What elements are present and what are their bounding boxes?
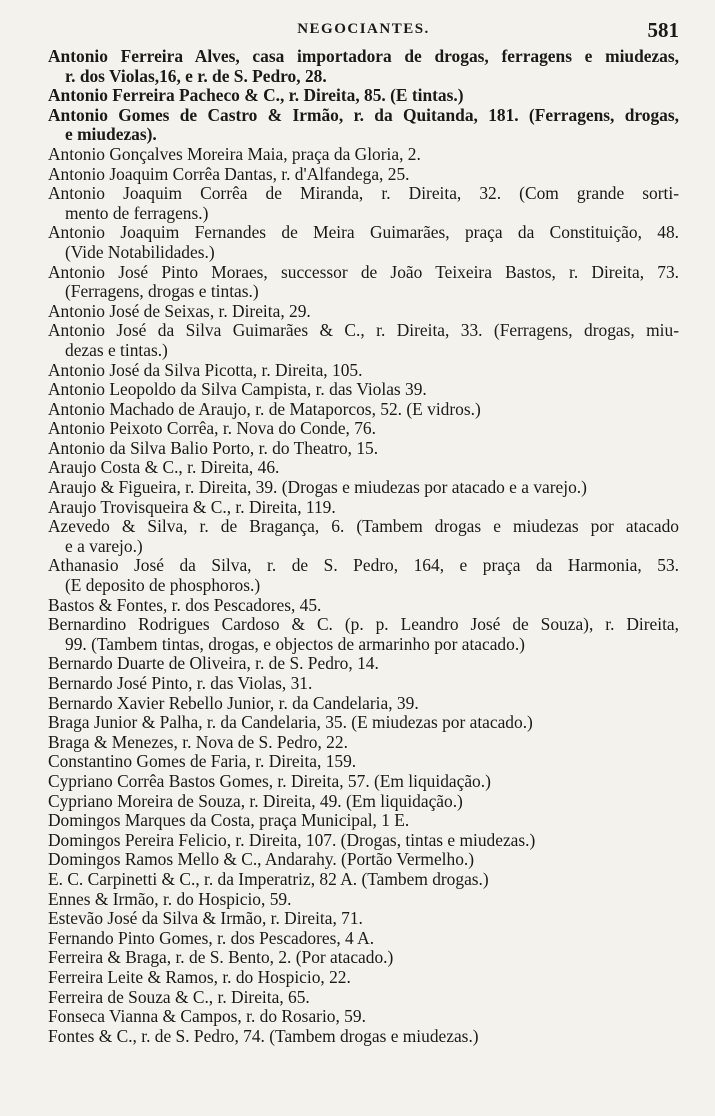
entry-line: Antonio Gomes de Castro & Irmão, r. da Quitanda, 181. (Ferragens, drogas, <box>48 104 679 125</box>
directory-entry <box>48 86 679 106</box>
directory-entry <box>48 419 679 439</box>
entry-line: Ennes & Irmão, r. do Hospicio, 59. <box>48 888 292 909</box>
entry-line: Ferreira Leite & Ramos, r. do Hospicio, 22. <box>48 966 351 987</box>
directory-entry <box>48 831 679 851</box>
entry-line: Azevedo & Silva, r. de Bragança, 6. (Tambem drogas e miudezas por atacado <box>48 516 679 537</box>
entry-continuation-line: e a varejo.) <box>65 535 143 556</box>
entry-line: Domingos Marques da Costa, praça Municipal, 1 E. <box>48 810 410 831</box>
directory-entry <box>48 106 679 145</box>
entry-continuation-line: dezas e tintas.) <box>65 339 168 360</box>
entry-line: Bernardo Xavier Rebello Junior, r. da Candelaria, 39. <box>48 692 419 713</box>
directory-entry <box>48 654 679 674</box>
entry-continuation-line: mento de ferragens.) <box>65 202 209 223</box>
entry-list <box>48 47 679 1046</box>
running-title: NEGOCIANTES. <box>297 21 430 37</box>
entry-line: Domingos Pereira Felicio, r. Direita, 107. (Drogas, tintas e miudezas.) <box>48 829 536 850</box>
entry-continuation-line: (E deposito de phosphoros.) <box>65 575 261 596</box>
entry-line: Cypriano Corrêa Bastos Gomes, r. Direita, 57. (Em liquidação.) <box>48 770 491 791</box>
entry-line: Antonio José de Seixas, r. Direita, 29. <box>48 300 311 321</box>
directory-entry <box>48 713 679 733</box>
entry-line: Fernando Pinto Gomes, r. dos Pescadores, 4 A. <box>48 927 375 948</box>
directory-entry <box>48 694 679 714</box>
directory-entry <box>48 165 679 185</box>
entry-line: Antonio Joaquim Corrêa de Miranda, r. Direita, 32. (Com grande sorti- <box>48 183 679 204</box>
directory-entry <box>48 772 679 792</box>
directory-entry <box>48 752 679 772</box>
entry-line: Antonio Machado de Araujo, r. de Mataporcos, 52. (E vidros.) <box>48 398 481 419</box>
entry-line: Araujo Trovisqueira & C., r. Direita, 119. <box>48 496 336 517</box>
page-header <box>48 18 679 44</box>
directory-entry <box>48 615 679 654</box>
directory-entry <box>48 870 679 890</box>
directory-entry <box>48 361 679 381</box>
directory-entry <box>48 439 679 459</box>
directory-entry <box>48 988 679 1008</box>
entry-line: Domingos Ramos Mello & C., Andarahy. (Portão Vermelho.) <box>48 849 475 870</box>
entry-line: Araujo Costa & C., r. Direita, 46. <box>48 457 280 478</box>
directory-entry <box>48 263 679 302</box>
directory-entry <box>48 458 679 478</box>
page-number: 581 <box>647 18 679 42</box>
entry-line: Antonio Gonçalves Moreira Maia, praça da Gloria, 2. <box>48 143 421 164</box>
directory-entry <box>48 223 679 262</box>
directory-entry <box>48 792 679 812</box>
entry-line: Cypriano Moreira de Souza, r. Direita, 49. (Em liquidação.) <box>48 790 463 811</box>
directory-entry <box>48 968 679 988</box>
entry-line: Antonio Leopoldo da Silva Campista, r. das Violas 39. <box>48 379 427 400</box>
entry-continuation-line: (Ferragens, drogas e tintas.) <box>65 281 259 302</box>
directory-entry <box>48 478 679 498</box>
entry-line: Antonio José da Silva Picotta, r. Direita, 105. <box>48 359 363 380</box>
entry-line: Ferreira & Braga, r. de S. Bento, 2. (Por atacado.) <box>48 947 394 968</box>
directory-entry <box>48 909 679 929</box>
entry-line: Braga Junior & Palha, r. da Candelaria, 35. (E miudezas por atacado.) <box>48 712 533 733</box>
directory-entry <box>48 850 679 870</box>
entry-line: Antonio da Silva Balio Porto, r. do Theatro, 15. <box>48 437 379 458</box>
directory-entry <box>48 145 679 165</box>
directory-entry <box>48 596 679 616</box>
directory-entry <box>48 184 679 223</box>
directory-entry <box>48 302 679 322</box>
entry-line: Bastos & Fontes, r. dos Pescadores, 45. <box>48 594 322 615</box>
entry-line: Ferreira de Souza & C., r. Direita, 65. <box>48 986 310 1007</box>
entry-continuation-line: 99. (Tambem tintas, drogas, e objectos de armarinho por atacado.) <box>65 633 525 654</box>
directory-entry <box>48 47 679 86</box>
entry-continuation-line: (Vide Notabilidades.) <box>65 241 215 262</box>
directory-entry <box>48 811 679 831</box>
entry-continuation-line: e miudezas). <box>65 124 157 145</box>
directory-entry <box>48 321 679 360</box>
entry-line: Constantino Gomes de Faria, r. Direita, 159. <box>48 751 357 772</box>
directory-entry <box>48 1027 679 1047</box>
entry-continuation-line: r. dos Violas,16, e r. de S. Pedro, 28. <box>65 65 327 86</box>
directory-entry <box>48 1007 679 1027</box>
entry-line: E. C. Carpinetti & C., r. da Imperatriz, 82 A. (Tambem drogas.) <box>48 868 489 889</box>
entry-line: Athanasio José da Silva, r. de S. Pedro, 164, e praça da Harmonia, 53. <box>48 555 679 576</box>
entry-line: Antonio José Pinto Moraes, successor de João Teixeira Bastos, r. Direita, 73. <box>48 261 679 282</box>
entry-line: Antonio Ferreira Alves, casa importadora de drogas, ferragens e miudezas, <box>48 46 679 66</box>
directory-entry <box>48 948 679 968</box>
entry-line: Estevão José da Silva & Irmão, r. Direita, 71. <box>48 908 363 929</box>
entry-line: Fontes & C., r. de S. Pedro, 74. (Tambem drogas e miudezas.) <box>48 1025 479 1046</box>
directory-entry <box>48 380 679 400</box>
directory-entry <box>48 674 679 694</box>
directory-entry <box>48 733 679 753</box>
entry-line: Bernardino Rodrigues Cardoso & C. (p. p. Leandro José de Souza), r. Direita, <box>48 614 679 635</box>
entry-line: Antonio Ferreira Pacheco & C., r. Direita, 85. (E tintas.) <box>48 85 464 106</box>
directory-entry <box>48 517 679 556</box>
entry-line: Bernardo José Pinto, r. das Violas, 31. <box>48 673 313 693</box>
entry-line: Araujo & Figueira, r. Direita, 39. (Drogas e miudezas por atacado e a varejo.) <box>48 477 587 498</box>
entry-line: Antonio Joaquim Fernandes de Meira Guimarães, praça da Constituição, 48. <box>48 222 679 243</box>
directory-entry <box>48 890 679 910</box>
directory-entry <box>48 929 679 949</box>
entry-line: Fonseca Vianna & Campos, r. do Rosario, 59. <box>48 1006 366 1027</box>
entry-line: Antonio Joaquim Corrêa Dantas, r. d'Alfandega, 25. <box>48 163 410 184</box>
entry-line: Braga & Menezes, r. Nova de S. Pedro, 22. <box>48 731 348 752</box>
directory-entry <box>48 498 679 518</box>
directory-entry <box>48 400 679 420</box>
entry-line: Antonio Peixoto Corrêa, r. Nova do Conde, 76. <box>48 418 376 439</box>
entry-line: Antonio José da Silva Guimarães & C., r. Direita, 33. (Ferragens, drogas, miu- <box>48 320 679 341</box>
entry-line: Bernardo Duarte de Oliveira, r. de S. Pedro, 14. <box>48 653 379 674</box>
directory-entry <box>48 556 679 595</box>
